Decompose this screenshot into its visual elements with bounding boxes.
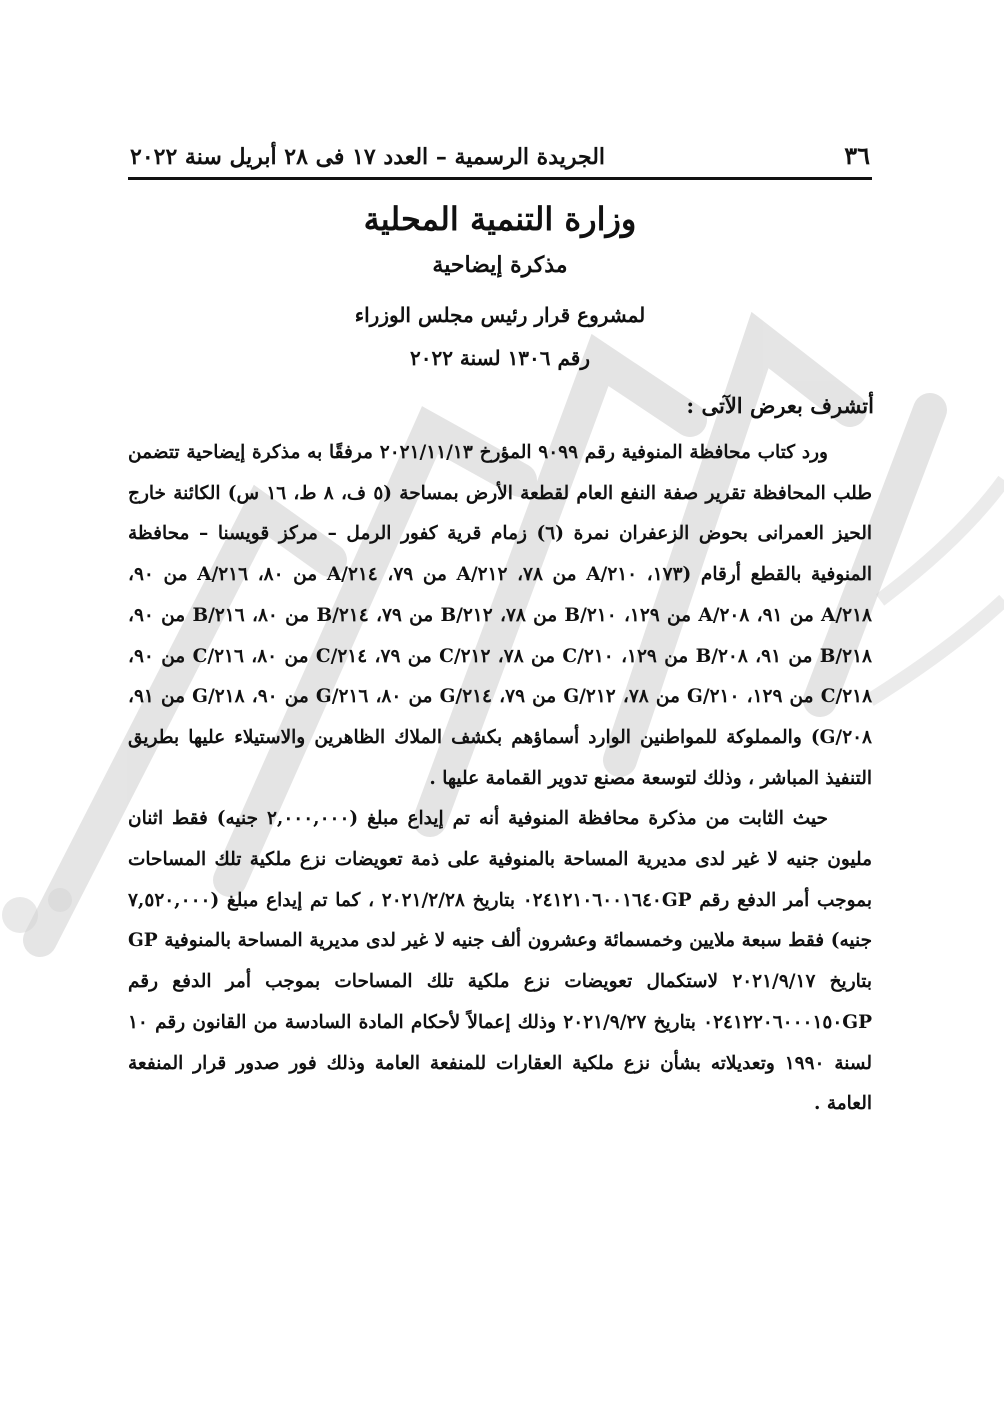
body-paragraph: ورد كتاب محافظة المنوفية رقم ٩٠٩٩ المؤرخ ٢٠٢١/١١/١٣ مرفقًا به مذكرة إيضاحية تتضمن طلب المحافظة تقرير صفة النفع العام لقطعة الأرض بمساحة (٥ ف، ٨ ط، ١٦ س) الكائنة خارج الحيز العمرانى بحوض الزعفران نمرة (٦) زمام قرية كفور الرمل – مركز قويسنا – محافظة المنوفية بالقطع أرقام (١٧٣، ٢١٠/A من ٧٨، ٢١٢/A من ٧٩، ٢١٤/A من ٨٠، ٢١٦/A من ٩٠، ٢١٨/A من ٩١، ٢٠٨/A من ١٢٩، ٢١٠/B من ٧٨، ٢١٢/B من ٧٩، ٢١٤/B من ٨٠، ٢١٦/B من ٩٠، ٢١٨/B من ٩١، ٢٠٨/B من ١٢٩، ٢١٠/C من ٧٨، ٢١٢/C من ٧٩، ٢١٤/C من ٨٠، ٢١٦/C من ٩٠، ٢١٨/C من ١٢٩، ٢١٠/G من ٧٨، ٢١٢/G من ٧٩، ٢١٤/G من ٨٠، ٢١٦/G من ٩٠، ٢١٨/G من ٩١، ٢٠٨/G) والمملوكة للمواطنين الوارد أسماؤهم بكشف الملاك الظاهرين والاستيلاء عليها بطريق التنفيذ المباشر ، وذلك لتوسعة مصنع تدوير القمامة عليها . bbox=[128, 442, 873, 789]
body-paragraph: حيث الثابت من مذكرة محافظة المنوفية أنه تم إيداع مبلغ (٢,٠٠٠,٠٠٠ جنيه) فقط اثنان مليون جنيه لا غير لدى مديرية المساحة بالمنوفية على ذمة تعويضات نزع ملكية تلك المساحات بموجب أمر الدفع رقم ٠٢٤١٢١٠٦٠٠١٦٤٠GP بتاريخ ٢٠٢١/٢/٢٨ ، كما تم إيداع مبلغ (٧,٥٢٠,٠٠٠ جنيه) فقط سبعة ملايين وخمسمائة وعشرون ألف جنيه لا غير لدى مديرية المساحة بالمنوفية GP بتاريخ ٢٠٢١/٩/١٧ لاستكمال تعويضات نزع ملكية تلك المساحات بموجب أمر الدفع رقم ٠٢٤١٢٢٠٦٠٠٠١٥٠GP بتاريخ ٢٠٢١/٩/٢٧ وذلك إعمالاً لأحكام المادة السادسة من القانون رقم ١٠ لسنة ١٩٩٠ وتعديلاته بشأن نزع ملكية العقارات للمنفعة العامة وذلك فور صدور قرار المنفعة العامة . bbox=[128, 808, 872, 1115]
memo-body bbox=[128, 433, 872, 1125]
header-divider bbox=[128, 177, 872, 180]
greeting-line: أتشرف بعرض الآتى : bbox=[686, 393, 874, 418]
page-number: ٣٦ bbox=[844, 141, 870, 170]
ministry-title: وزارة التنمية المحلية bbox=[363, 200, 637, 238]
project-subtitle: لمشروع قرار رئيس مجلس الوزراء bbox=[354, 303, 646, 327]
gazette-issue-line: الجريدة الرسمية – العدد ١٧ فى ٢٨ أبريل سنة ٢٠٢٢ bbox=[130, 144, 606, 170]
memo-title: مذكرة إيضاحية bbox=[432, 252, 568, 278]
decree-number: رقم ١٣٠٦ لسنة ٢٠٢٢ bbox=[409, 346, 591, 370]
running-header bbox=[130, 130, 870, 170]
